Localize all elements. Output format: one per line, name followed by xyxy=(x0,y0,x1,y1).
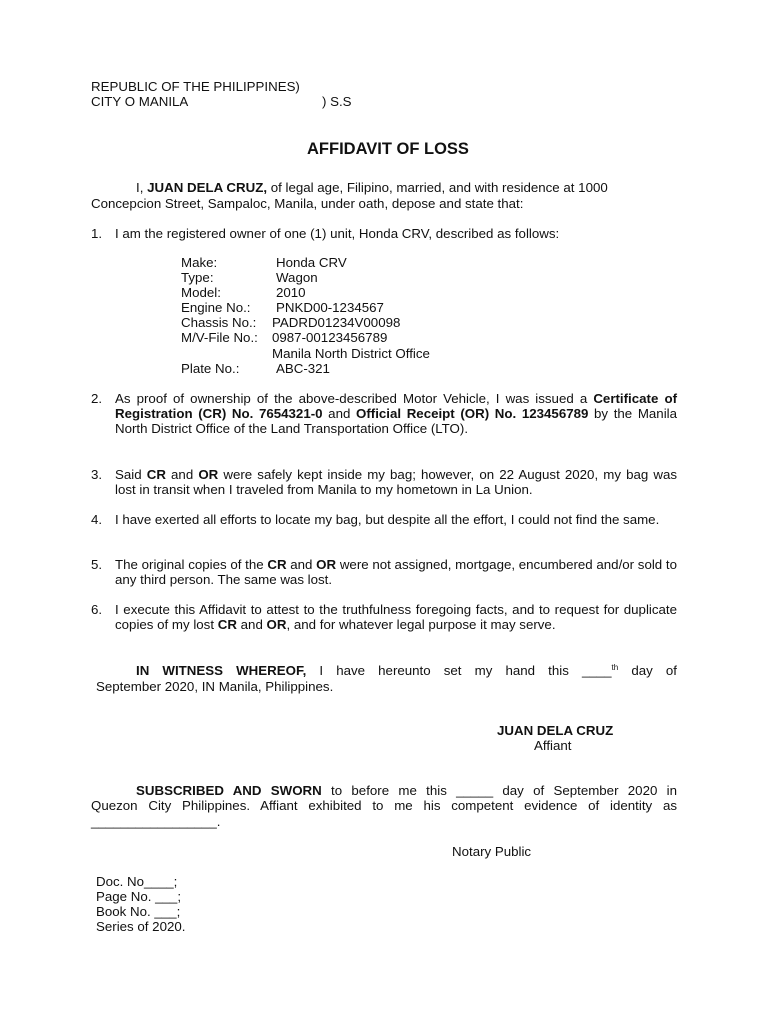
spec-plate-label: Plate No.: xyxy=(181,361,240,376)
notary-public: Notary Public xyxy=(452,844,532,859)
item-5-cr: CR xyxy=(267,557,287,572)
intro-line-1 xyxy=(136,180,608,195)
item-6-cr: CR xyxy=(217,617,237,633)
item-number-1: 1. xyxy=(91,226,103,241)
jurat-line-2: Quezon City Philippines. Affiant exhibited to me his competent evidence of identity as xyxy=(91,798,677,813)
item-number-2: 2. xyxy=(91,391,103,406)
jurat-line-1 xyxy=(136,783,677,798)
spec-mvfile-value: 0987-00123456789 xyxy=(272,330,388,345)
item-2-text-e: by the Manila North District Office of the Land Transportation Office (LTO). xyxy=(115,406,677,437)
item-number-3: 3. xyxy=(91,467,103,482)
witness-text-b: day of xyxy=(618,663,677,678)
item-6-text-e: , and for whatever legal purpose it may serve. xyxy=(286,617,556,633)
item-number-4: 4. xyxy=(91,512,103,527)
spec-plate-value: ABC-321 xyxy=(276,361,330,376)
jurat-line-1-rest: to before me this _____ day of September 2020 in xyxy=(321,783,677,798)
item-6-text-a: I execute this Affidavit to attest to the truthfulness foregoing facts, and to request for duplicate copies of my lost xyxy=(115,602,677,633)
spec-type-value: Wagon xyxy=(276,270,318,285)
series-year: Series of 2020. xyxy=(96,919,186,934)
item-5-text-e: were not assigned, mortgage, encumbered and/or sold to any third person. The same was lost. xyxy=(115,557,677,588)
item-2-text-a: As proof of ownership of the above-described Motor Vehicle, I was issued a xyxy=(115,391,594,406)
cr-number: Certificate of Registration (CR) No. 7654321-0 xyxy=(115,391,677,422)
item-text-5 xyxy=(115,557,677,587)
jurat-heading: SUBSCRIBED AND SWORN xyxy=(136,783,322,798)
doc-number: Doc. No____; xyxy=(96,874,178,889)
spec-office-value: Manila North District Office xyxy=(272,346,430,361)
caption-republic: REPUBLIC OF THE PHILIPPINES) xyxy=(91,79,300,94)
signature-name: JUAN DELA CRUZ xyxy=(497,723,614,738)
item-3-cr: CR xyxy=(146,467,166,482)
item-3-text-e: were safely kept inside my bag; however, on 22 August 2020, my bag was lost in transit when I traveled from Manila to my hometown in La Union. xyxy=(115,467,677,498)
witness-text-a: I have hereunto set my hand this ____ xyxy=(306,663,612,678)
item-text-3 xyxy=(115,467,677,497)
spec-chassis-label: Chassis No.: xyxy=(181,315,257,330)
intro-line-2: Concepcion Street, Sampaloc, Manila, under oath, depose and state that: xyxy=(91,196,524,211)
spec-engine-value: PNKD00-1234567 xyxy=(276,300,384,315)
item-text-1: I am the registered owner of one (1) unit, Honda CRV, described as follows: xyxy=(115,226,560,241)
caption-city: CITY O MANILA xyxy=(91,94,189,109)
spec-make-label: Make: xyxy=(181,255,218,270)
intro-line-1-rest: of legal age, Filipino, married, and with residence at 1000 xyxy=(267,180,608,195)
item-3-text-a: Said xyxy=(115,467,147,482)
caption-ss: ) S.S xyxy=(322,94,352,109)
item-text-6 xyxy=(115,602,677,632)
intro-prefix: I, xyxy=(136,180,148,195)
witness-line-2: September 2020, IN Manila, Philippines. xyxy=(96,679,334,694)
spec-model-label: Model: xyxy=(181,285,221,300)
affiant-name-inline: JUAN DELA CRUZ, xyxy=(147,180,268,195)
item-6-text-c: and xyxy=(236,617,267,633)
item-text-2 xyxy=(115,391,677,437)
item-3-text-c: and xyxy=(165,467,199,482)
witness-heading: IN WITNESS WHEREOF, xyxy=(136,663,307,678)
item-2-text-c: and xyxy=(322,406,356,422)
item-number-5: 5. xyxy=(91,557,103,572)
item-5-text-c: and xyxy=(286,557,317,572)
spec-chassis-value: PADRD01234V00098 xyxy=(272,315,401,330)
document-title: AFFIDAVIT OF LOSS xyxy=(307,140,469,158)
item-3-or: OR xyxy=(198,467,219,482)
spec-mvfile-label: M/V-File No.: xyxy=(181,330,258,345)
item-number-6: 6. xyxy=(91,602,103,617)
spec-make-value: Honda CRV xyxy=(276,255,347,270)
book-number: Book No. ___; xyxy=(96,904,181,919)
item-text-4: I have exerted all efforts to locate my bag, but despite all the effort, I could not find the same. xyxy=(115,512,660,527)
spec-type-label: Type: xyxy=(181,270,214,285)
or-number: Official Receipt (OR) No. 123456789 xyxy=(356,406,589,422)
witness-line-1 xyxy=(136,663,677,678)
jurat-line-3: _________________. xyxy=(91,814,221,829)
witness-sup: th xyxy=(611,663,619,672)
spec-model-value: 2010 xyxy=(276,285,306,300)
signature-role: Affiant xyxy=(534,738,572,753)
item-5-text-a: The original copies of the xyxy=(115,557,268,572)
page-number: Page No. ___; xyxy=(96,889,182,904)
item-6-or: OR xyxy=(266,617,287,633)
spec-engine-label: Engine No.: xyxy=(181,300,251,315)
item-5-or: OR xyxy=(316,557,337,572)
